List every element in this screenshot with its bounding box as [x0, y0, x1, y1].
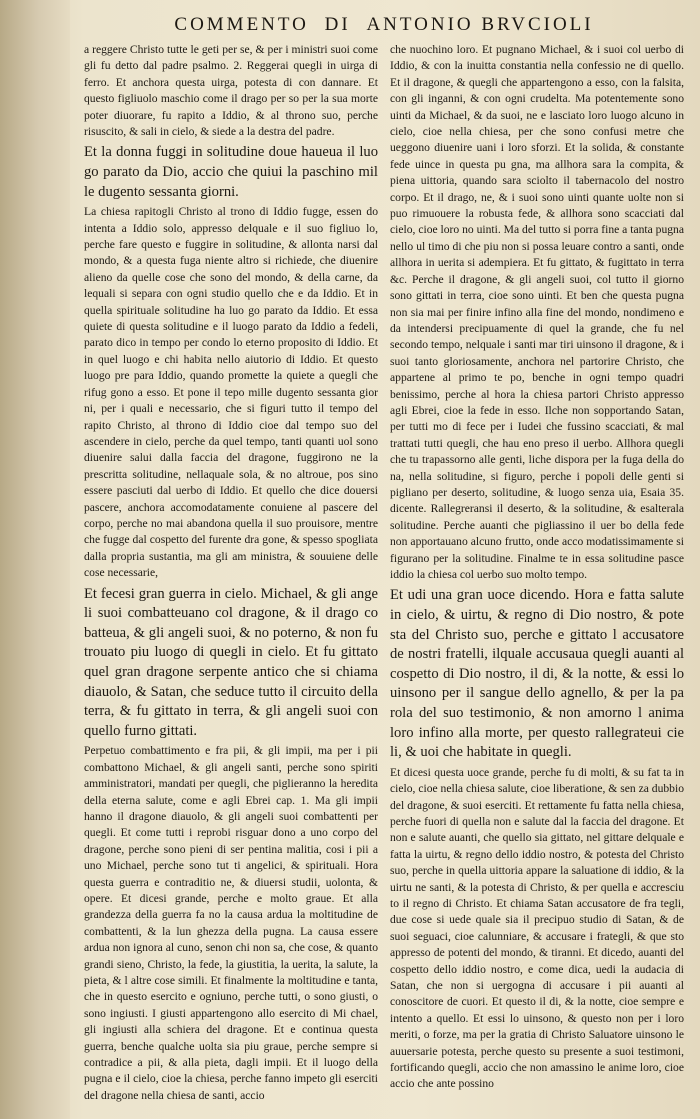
paragraph: che nuochino loro. Et pugnano Michael, & i suoi col uerbo di Iddio, & con la inuitta constantia nella confessio ne di quello. Et il dragone, & quegli che appartengono a esso, con la falsita, con gli inganni, & con ogni crudelta. Ma potentemente sono uinti da Michael, & da suoi, ne e lasciato loro luogo alcuno in cielo, cioe nella chiesa, per che sono confusi metre che ueggono diuenire uani i loro sforzi. Et la solida, & constante fede uince in questa pu gna, ma allhora sara la compita, & piena uittoria, quando sara sciolto il tabernacolo del nostro corpo. Et il drago, ne, & i suoi sono uinti quante uolte non si puo rimuouere la robusta fede, & allhora sono scacciati dal cielo, cioe loro no uinti. Ma del tutto si porra fine a tanta pugna nello ul timo di che piu non si possa leuare contro a santi, onde allhora in uerita si adempiera. Et fu gittato, & fugittato in terra &c. Perche il dragone, & gli angeli suoi, col tutto il giorno sono gittati in terra, cioe sono uinti. Et ben che questa pugna non sia mai per finire infino alla fine del mondo, nondimeno e da intendersi precipuamente di quel la grande, che fu nel secondo tempo, nelquale i santi mar tiri uinsono il dragone, & i suoi tanto gloriosamente, anchora nel partorire Christo, che appartene al primo te po, benche in ogni tempo quadri benissimo, perche al hora la chiesa partori Christo appresso agli Ebrei, cioe la fede in esso. Ilche non sopportando Satan, per tutti mo di fece per i Iudei che fussino scacciati, & mal trattati tutti quegli, che hau eno preso il uerbo. Allhora quegli che tu trapassorno alle genti, liche dispora per la fuga della do na, nella solitudine, si figuro, perche i popoli delle genti si pigliano per deserto, solitudine, & luogo senza uia, Esaia 35. dicente. Rallegreransi il deserto, & la solitudine, & esalterala solitudine. Perche auanti che pigliassino il uer bo della fede non apportauano alcuno frutto, onde acco modatissimamente si figurano per la solitudine. Finalme te in essa solitudine pasce iddio la chiesa col uerbo suo molto tempo. [390, 43, 684, 581]
running-head [84, 14, 684, 38]
commentary-paragraph: Perpetuo combattimento e fra pii, & gli impii, ma per i pii combattono Michael, & gli angeli santi, perche sono spiriti amministratori, mandati per quegli, che piglieranno la heredita della eterna salute, come e agli Ebrei cap. 1. Ma gli impii hanno il dragone diauolo, & gli angeli suoi combattenti per quegli. Et come tutti i reprobi risguar dono a uno corpo del dragone, perche sono pieni di ser pentina malitia, cosi i pii a uno Michael, perche sono tut ti angelici, & spirituali. Hora questa guerra e contraditio ne, & diuersi studii, uolonta, & opere. Et dicesi grande, perche e molto graue. Et alla grandezza della guerra fa no la causa ardua la moltitudine de combattenti, & la lun ghezza della pugna. La causa essere ardua non ignora al cuno, senon chi non sa, che cose, & quanto grandi sieno, Christo, la fede, la giustitia, la uerita, la salute, la pieta, & l altre cose simili. Et finalmente la moltitudine e tanta, che in questo esercito e ogniuno, perche tutti, o sono giusti, o sono ingiusti. I giusti appartengono allo esercito di Mi chael, gli ingiusti alla schiera del dragone. Et e continua questa guerra, benche qualche uolta sia piu graue, perche sempre si contradice a pii, & alla pieta, dagli impii. Et il luogo della pugna e il cielo, cioe la chiesa, perche fanno impeto gli eserciti del dragone nella chiesa de santi, accio [84, 744, 378, 1102]
left-column [84, 42, 378, 1109]
scripture-verse: Et fecesi gran guerra in cielo. Michael, & gli ange li suoi combatteuano col dragone, & il drago co batteua, & gli angeli suoi, & no poterno, & non fu trouato piu luogo di quegli in cielo. Et fu gittato quel gran dragone serpente antico che si chiama diauolo, & Satan, che seduce tutto il circuito della terra, & fu gittato in terra, & gli angeli suoi con quello furno gittati. [84, 585, 378, 739]
paragraph: a reggere Christo tutte le geti per se, & per i ministri suoi come gli fu detto dal padre psalmo. 2. Reggerai quegli in uirga di ferro. Et anchora questa uirga, potesta di con dannare. Et questo figliuolo maschio come il drago per so per la sua morte poter diuorare, fu rapito a Iddio, & al throno suo, perche risuscito, & sali in cielo, & siede a la destra del padre. [84, 43, 378, 139]
running-head-middle: DI [324, 14, 351, 35]
running-head-left: COMMENTO [174, 14, 309, 35]
running-head-right: ANTONIO BRVCIOLI [366, 14, 594, 35]
commentary-paragraph: La chiesa rapitogli Christo al trono di Iddio fugge, essen do intenta a Iddio solo, appresso delquale e il suo figliuo lo, perche fare questo e fuggire in solitudine, & allonta narsi dal mondo, & a questa fuga niente altro si richiede, che diuenire alieno da quelle cose che sono del mondo, & della carne, da lequali si separa con ogni studio quello che e da Iddio. Et in quella spirituale solitudine ha luo go parato da Iddio. Et essa quiete di questa solitudine e il luogo parato da Iddio a fedeli, parato dico in tempo per condo lo eterno proposito di Iddio. Et in quel luogo e chi habita nello aiutorio di Iddio. Et questo luogo pre para Iddio, quando promette la quiete a quegli che rifug gono a esso. Et pone il tepo mille dugento sessanta gior ni, per i quali e necessario, che si figuri tutto il tempo del rapito Christo, al throno di Iddio cioe dal tempo suo del ascendere in cielo, perche da quel tempo, tanti quanti uol sono diuenire salui dalla faccia del dragone, fuggirono ne la prescritta solitudine, nellaquale sola, & no altroue, pos sino essere pasciuti dal uerbo di Iddio. Et quello che dice douersi pascere, anchora accomodatamente conuiene al pascere del corpo, perche no mai abandona quella il suo prouisore, mentre che fugge dal cospetto del furente dra gone, & spesso spogliata dalla propria sustantia, ma gli am ministra, & souuiene delle cose necessarie, [84, 205, 378, 580]
right-column [390, 42, 684, 1109]
scripture-verse: Et la donna fuggi in solitudine doue haueua il luo go parato da Dio, accio che quiui la paschino mil le dugento sessanta giorni. [84, 144, 378, 200]
scripture-verse: Et udi una gran uoce dicendo. Hora e fatta salute in cielo, & uirtu, & regno di Dio nostro, & pote sta del Christo suo, perche e gittato l accusatore de nostri fratelli, ilquale accusaua quegli auanti al cospetto di Dio nostro, il di, & la notte, & essi lo uinsono per il sangue dello agnello, & per la pa rola del suo testimonio, & non amorno l anima loro infino alla morte, per questo rallegrateui cie li, & uoi che habitate in quegli. [390, 587, 684, 761]
text-columns [84, 42, 684, 1109]
commentary-paragraph: Et dicesi questa uoce grande, perche fu di molti, & su fat ta in cielo, cioe nella chiesa salute, cioe liberatione, & sen za dubbio del dragone, & suoi eserciti. Et rettamente fu fatta nella chiesa, perche fuori di quella non e salute dal la faccia del dragone. Et non e salute auanti, che quello sia gittato, nel gittare delquale e fatta la uirtu, & regno dello iddio nostro, & potesta del Christo suo, perche in quella uittoria appare la saluatione di iddio, & la uirtu ne santi, & la potesta di Christo, & per quella e accresciu to il regno di Christo. Et chiama Satan accusatore de fra tegli, due cose si uede quale sia il precipuo studio di Satan, & de suoi seguaci, cioe calunniare, & accusare i frategli, & que sto appresso de potenti del mondo, & tiranni. Et dicedo, auanti del cospetto dello iddio nostro, e come dica, uedi la audacia di Satan, che non si uergogna di accusare i pii auanti al conoscitore de cuori. Et questo il di, & la notte, cioe sempre e intento a quello. Et essi lo uinsono, & questo non per i loro meriti, o forze, ma per la gratia di Christo Saluatore uinsono le auuersarie potesta, perche questo su presente a suoi testimoni, fortificando quegli, accio che non amassino le anime loro, cioe accio che ante possino [390, 765, 684, 1091]
binding-gutter [0, 0, 70, 1119]
